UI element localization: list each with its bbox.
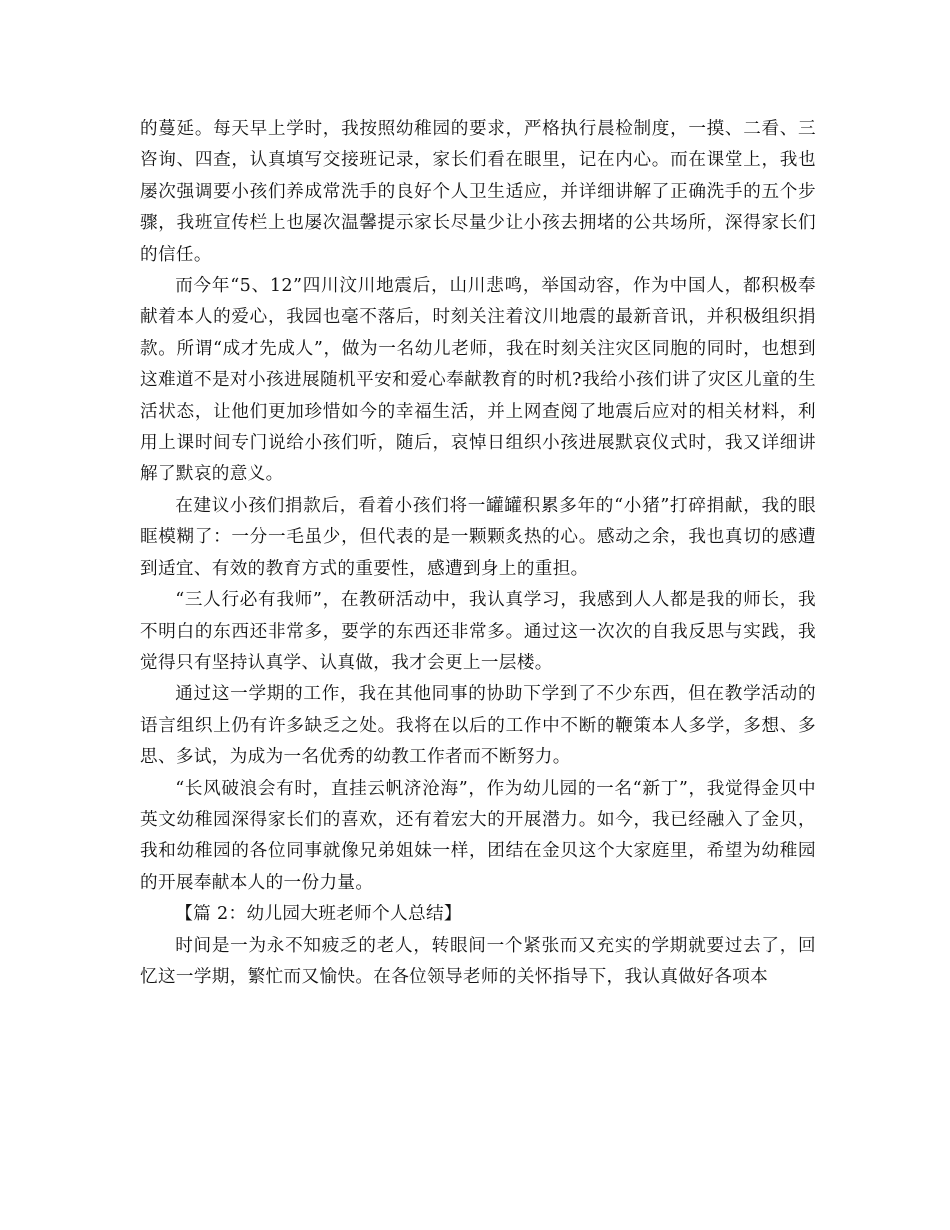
paragraph-learning: “三人行必有我师”，在教研活动中，我认真学习，我感到人人都是我的师长，我不明白的东西还非常多，要学的东西还非常多。通过这一次次的自我反思与实践，我觉得只有坚持认真学、认真做，我才会更上一层楼。 (140, 590, 816, 673)
document-body (140, 114, 816, 993)
section-heading: 【篇 2：幼儿园大班老师个人总结】 (175, 904, 462, 925)
paragraph-section-2-intro: 时间是一为永不知疲乏的老人，转眼间一个紧张而又充实的学期就要过去了，回忆这一学期，繁忙而又愉快。在各位领导老师的关怀指导下，我认真做好各项本 (140, 935, 816, 987)
paragraph-donation: 在建议小孩们捐款后，看着小孩们将一罐罐积累多年的“小猪”打碎捐献，我的眼眶模糊了：一分一毛虽少，但代表的是一颗颗炙热的心。感动之余，我也真切的感遭到适宜、有效的教育方式的重要性，感遭到身上的重担。 (140, 495, 816, 579)
paragraph-conclusion: “长风破浪会有时，直挂云帆济沧海”，作为幼儿园的一名“新丁”，我觉得金贝中英文幼稚园深得家长们的喜欢，还有着宏大的开展潜力。如今，我已经融入了金贝，我和幼稚园的各位同事就像兄弟姐妹一样，团结在金贝这个大家庭里，希望为幼稚园的开展奉献本人的一份力量。 (140, 778, 816, 893)
paragraph-earthquake: 而今年“5、12”四川汶川地震后，山川悲鸣，举国动容，作为中国人，都积极奉献着本人的爱心，我园也毫不落后，时刻关注着汶川地震的最新音讯，并积极组织捐款。所谓“成才先成人”，做为一名幼儿老师，我在时刻关注灾区同胞的同时，也想到这难道不是对小孩进展随机平安和爱心奉献教育的时机?我给小孩们讲了灾区儿童的生活状态，让他们更加珍惜如今的幸福生活，并上网查阅了地震后应对的相关材料，利用上课时间专门说给小孩们听，随后，哀悼日组织小孩进展默哀仪式时，我又详细讲解了默哀的意义。 (140, 276, 816, 485)
paragraph-reflection: 通过这一学期的工作，我在其他同事的协助下学到了不少东西，但在教学活动的语言组织上仍有许多缺乏之处。我将在以后的工作中不断的鞭策本人多学，多想、多思、多试，为成为一名优秀的幼教工作者而不断努力。 (140, 684, 816, 768)
paragraph-hygiene: 的蔓延。每天早上学时，我按照幼稚园的要求，严格执行晨检制度，一摸、二看、三咨询、四查，认真填写交接班记录，家长们看在眼里，记在内心。而在课堂上，我也屡次强调要小孩们养成常洗手的良好个人卫生适应，并详细讲解了正确洗手的五个步骤，我班宣传栏上也屡次温馨提示家长尽量少让小孩去拥堵的公共场所，深得家长们的信任。 (140, 119, 816, 265)
